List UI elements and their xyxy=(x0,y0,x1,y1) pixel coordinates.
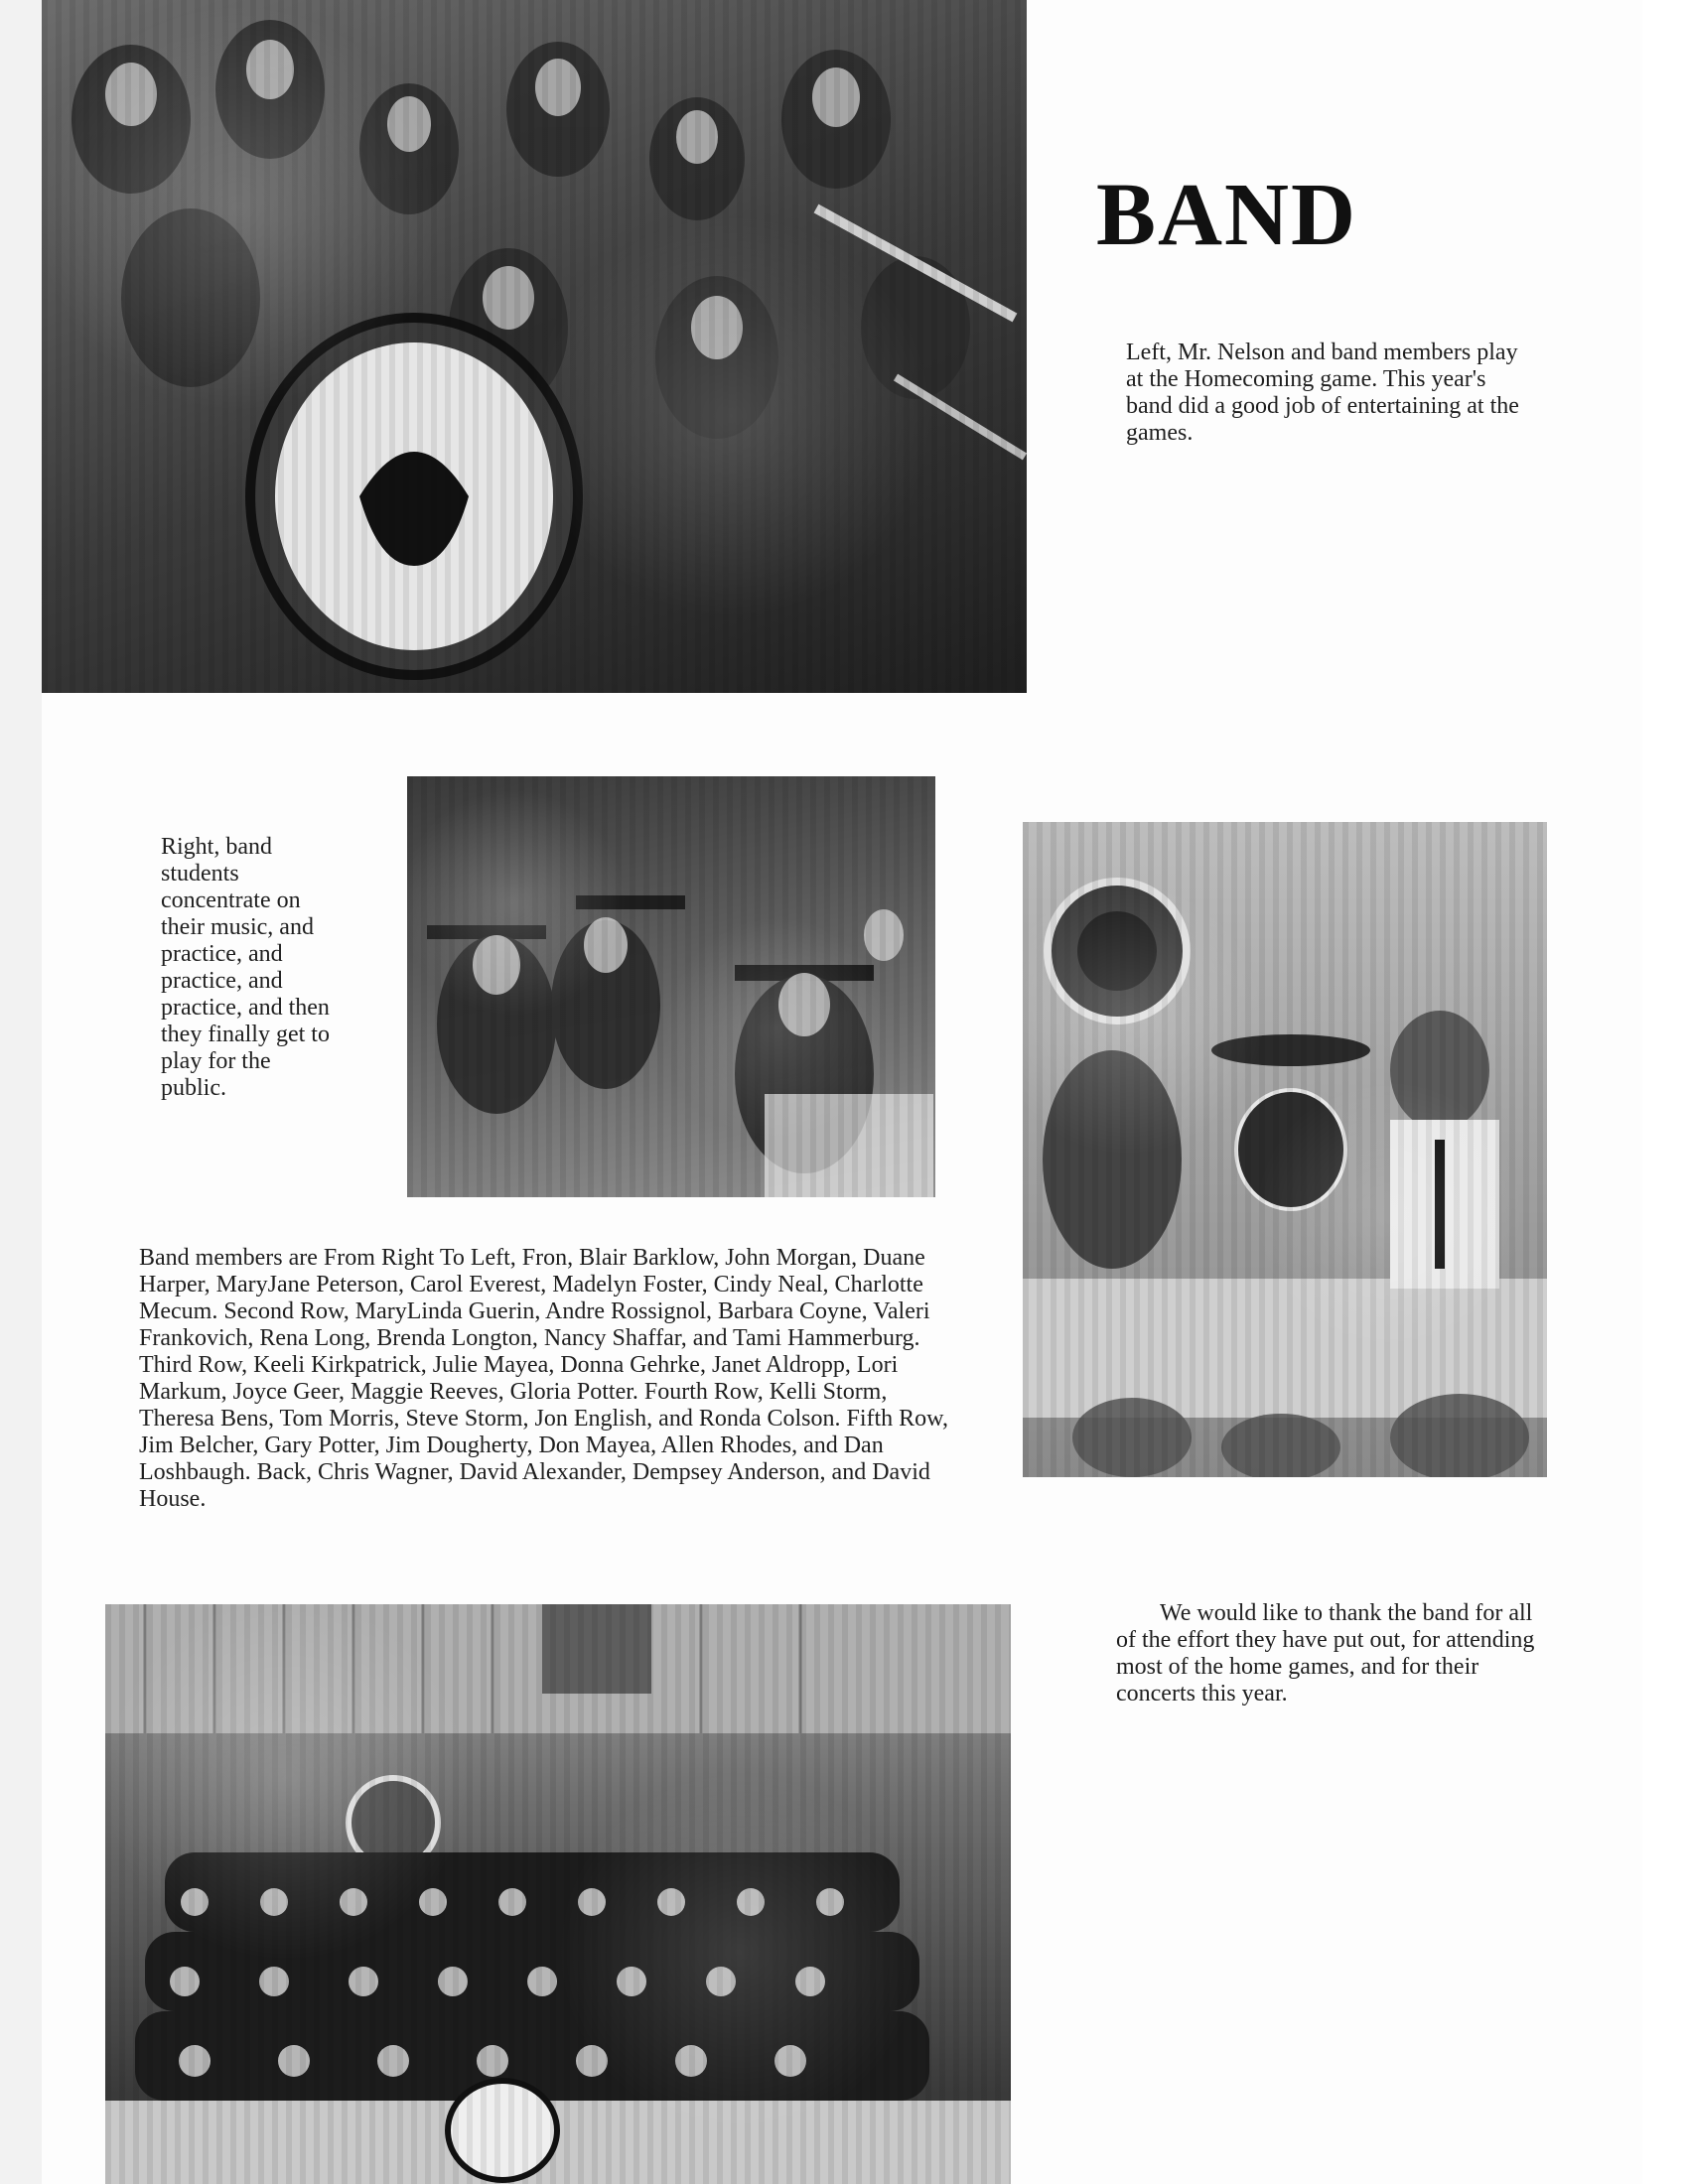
practice-photo-shapes xyxy=(407,776,935,1197)
photo-stage-performance xyxy=(1023,822,1547,1477)
caption-band-members: Band members are From Right To Left, Fron, Blair Barklow, John Morgan, Duane Harper, MaryJane Peterson, Carol Everest, Madelyn Foster, Cindy Neal, Charlotte Mecum. Second Row, MaryLinda Guerin, Andre Rossignol, Barbara Coyne, Valeri Frankovich, Rena Long, Brenda Longton, Nancy Shaffar, and Tami Hammerburg. Third Row, Keeli Kirkpatrick, Julie Mayea, Donna Gehrke, Janet Aldropp, Lori Markum, Joyce Geer, Maggie Reeves, Gloria Potter. Fourth Row, Kelli Storm, Theresa Bens, Tom Morris, Steve Storm, Jon English, and Ronda Colson. Fifth Row, Jim Belcher, Gary Potter, Jim Dougherty, Don Mayea, Allen Rhodes, and Dan Loshbaugh. Back, Chris Wagner, David Alexander, Dempsey Anderson, and David House. xyxy=(139,1245,948,1512)
photo-band-group-portrait xyxy=(105,1604,1011,2184)
group-photo-shapes xyxy=(105,1604,1011,2184)
page-edge-strip xyxy=(0,0,42,2184)
caption-homecoming: Left, Mr. Nelson and band members play at the Homecoming game. This year's band did a good job of entertaining at the games. xyxy=(1126,340,1519,446)
caption-practice: Right, band students concentrate on their music, and practice, and practice, and practice, and then they finally get to play for the public. xyxy=(161,834,330,1101)
photo-band-practice xyxy=(407,776,935,1197)
stage-photo-shapes xyxy=(1023,822,1547,1477)
clarinet xyxy=(1435,1140,1445,1269)
photo-homecoming-band xyxy=(42,0,1027,693)
group-bass-drum xyxy=(448,2081,557,2180)
page-title: BAND xyxy=(1096,166,1358,265)
caption-thanks: We would like to thank the band for all of the effort they have put out, for attending most of the home games, and for their concerts this year. xyxy=(1116,1600,1535,1706)
drum-kit xyxy=(1236,1090,1345,1209)
homecoming-photo-shapes xyxy=(42,0,1027,693)
cymbal xyxy=(1211,1034,1370,1066)
